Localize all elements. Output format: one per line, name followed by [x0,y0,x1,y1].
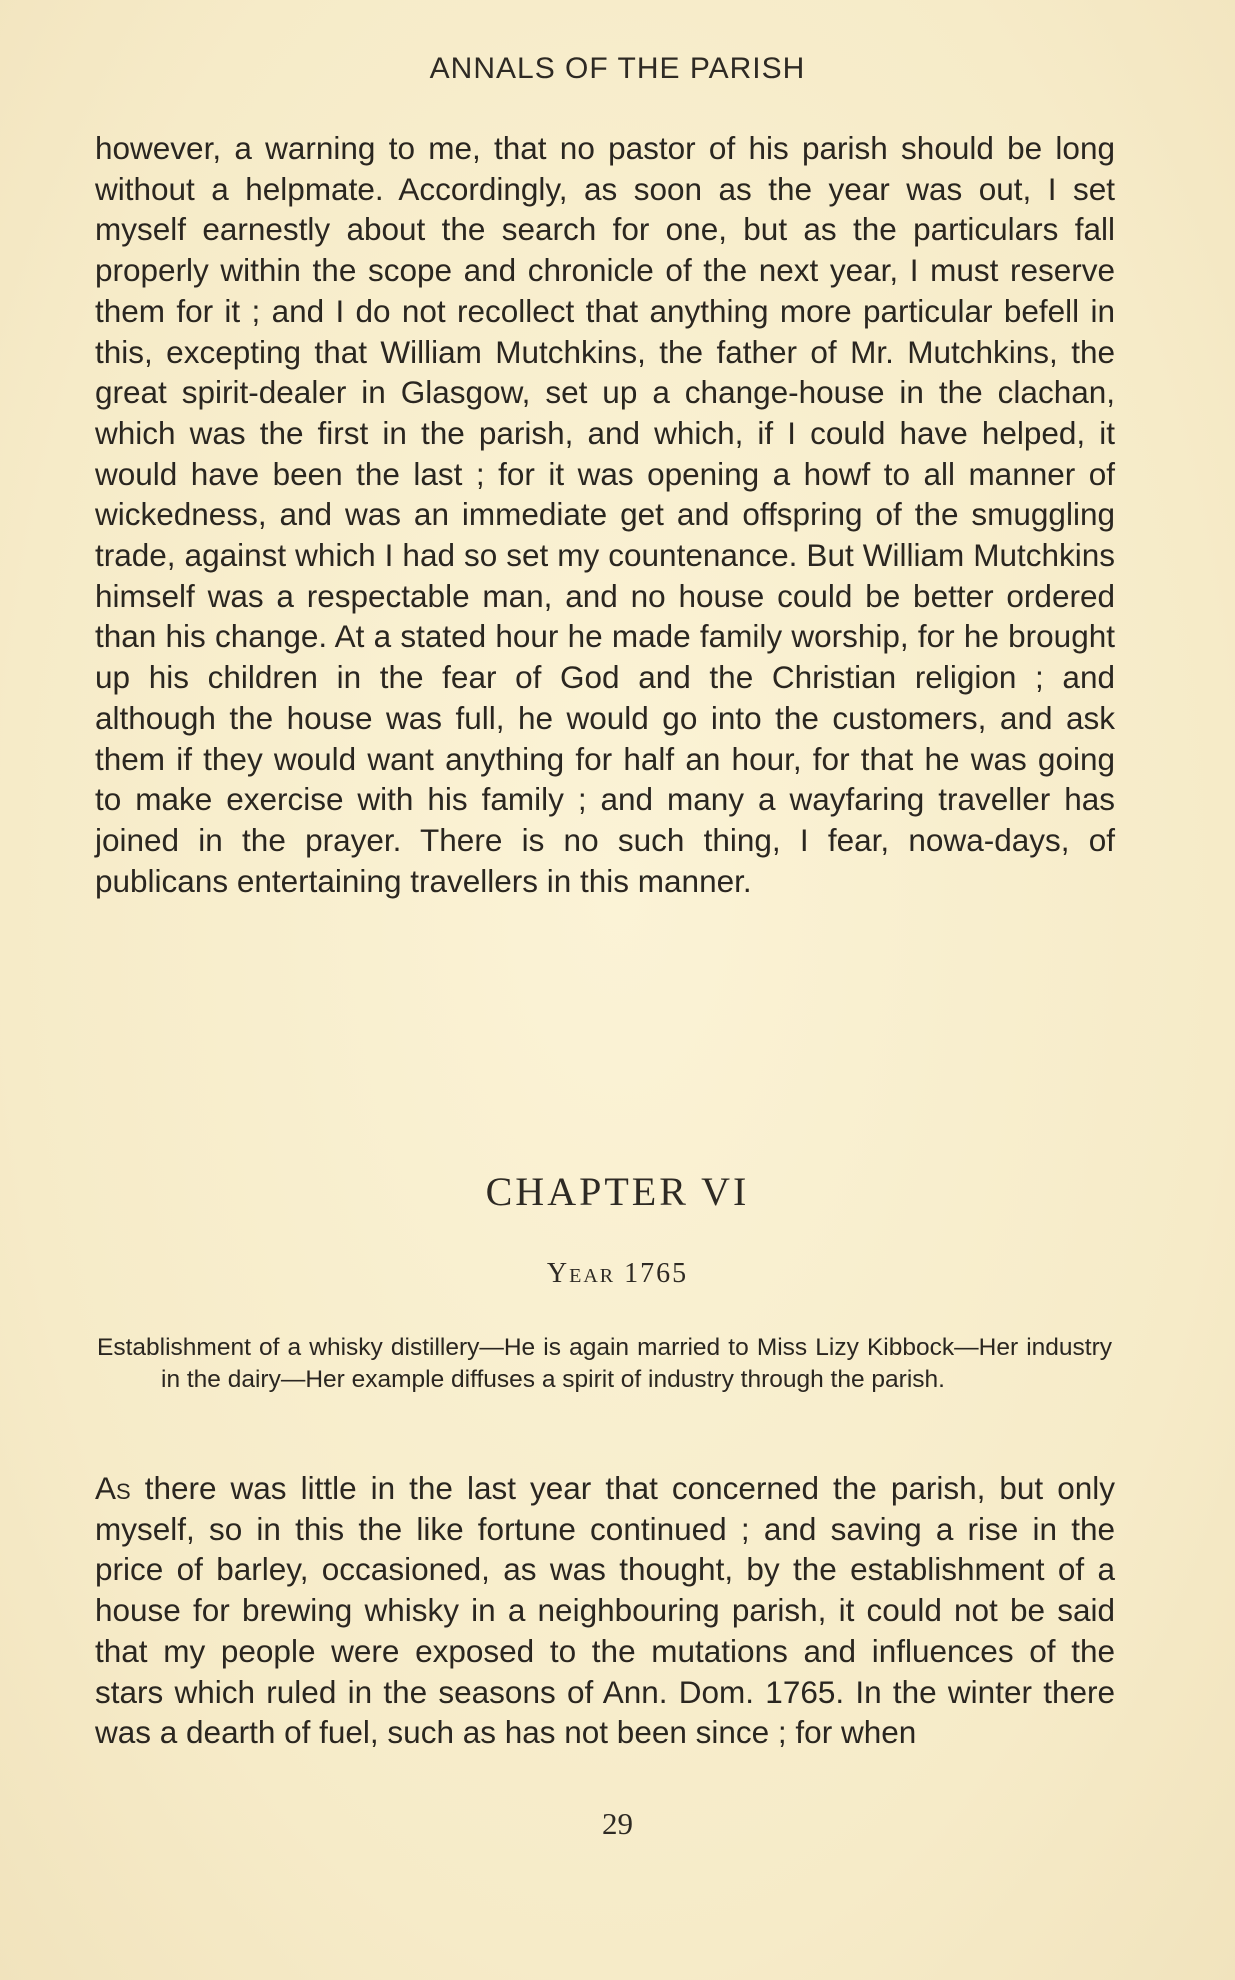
page-number: 29 [602,1806,633,1841]
running-head: ANNALS OF THE PARISH [429,52,806,85]
paragraph-text: however, a warning to me, that no pastor of his parish should be long without a helpmate. Accordingly, as soon as the year was out, I set myself earnestly about the search for one, but as the particulars fall properly within the scope and chronicle of the next year, I must reserve them for it ; and I do not recollect that anything more particular befell in this, excepting that William Mutchkins, the father of Mr. Mutchkins, the great spirit-dealer in Glasgow, set up a change-house in the clachan, which was the first in the parish, and which, if I could have helped, it would have been the last ; for it was opening a howf to all manner of wickedness, and was an immediate get and offspring of the smuggling trade, against which I had so set my countenance. But William Mutchkins himself was a respectable man, and no house could be better ordered than his change. At a stated hour he made family worship, for he brought up his children in the fear of God and the Christian religion ; and although the house was full, he would go into the customers, and ask them if they would want anything for half an hour, for that he was going to make exercise with his family ; and many a wayfaring traveller has joined in the prayer. There is no such thing, I fear, nowa-days, of publicans entertaining travellers in this manner. [95,130,1115,899]
opening-paragraph-body: there was little in the last year that concerned the parish, but only myself, so in this the like fortune continued ; and saving a rise in the price of barley, occasioned, as was thought, by the establishment of a house for brewing whisky in a neighbouring parish, it could not be said that my people were exposed to the mutations and influences of the stars which ruled in the seasons of Ann. Dom. 1765. In the winter there was a dearth of fuel, such as has not been since ; for when [95,1470,1115,1751]
opening-paragraph [95,1468,1115,1753]
chapter-synopsis: Establishment of a whisky distillery—He is again married to Miss Lizy Kibbock—Her industry in the dairy—Her example diffuses a spirit of industry through the parish. [97,1334,1112,1393]
year-heading: Year 1765 [546,1258,689,1289]
opening-lead-word: As [95,1470,131,1506]
continued-paragraph [95,128,1115,901]
opening-paragraph-text [95,1468,1115,1753]
chapter-title: CHAPTER VI [485,1169,750,1214]
